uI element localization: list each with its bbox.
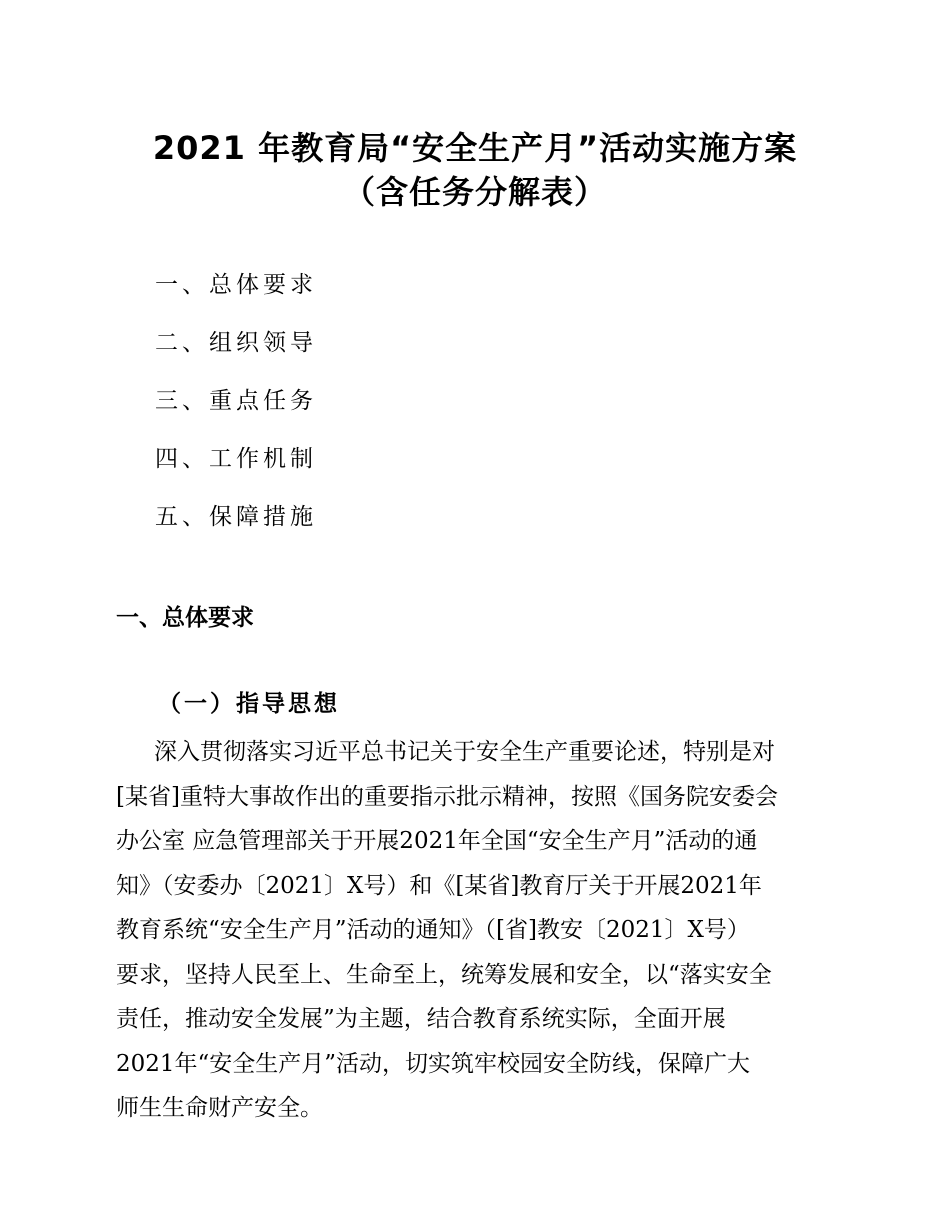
paragraph-line: 2021年“安全生产月”活动，切实筑牢校园安全防线，保障广大: [116, 1050, 751, 1077]
paragraph-line: 师生生命财产安全。: [116, 1095, 323, 1121]
paragraph-line: [某省]重特大事故作出的重要指示批示精神，按照《国务院安委会: [116, 783, 778, 810]
document-title: 2021 年教育局“安全生产月”活动实施方案: [152, 129, 798, 167]
paragraph-line: 深入贯彻落实习近平总书记关于安全生产重要论述，特别是对: [154, 739, 775, 765]
toc-item: 三、重点任务: [155, 388, 317, 414]
paragraph-line: 办公室 应急管理部关于开展2021年全国“安全生产月”活动的通: [116, 828, 758, 854]
document-subtitle: （含任务分解表）: [342, 173, 607, 211]
section-heading: 一、总体要求: [116, 605, 254, 631]
toc-item: 一、总体要求: [155, 272, 317, 298]
paragraph-line: 责任，推动安全发展”为主题，结合教育系统实际，全面开展: [116, 1006, 726, 1032]
paragraph-line: 知》（安委办〔2021〕X号）和《[某省]教育厅关于开展2021年: [116, 872, 762, 899]
table-of-contents: [155, 263, 317, 553]
paragraph-line: 要求，坚持人民至上、生命至上，统筹发展和安全，以“落实安全: [116, 961, 772, 988]
toc-item: 四、工作机制: [155, 446, 317, 472]
paragraph-line: 教育系统“安全生产月”活动的通知》（[省]教安〔2021〕X号）: [116, 917, 750, 943]
body-paragraph: [116, 730, 838, 1131]
toc-item: 五、保障措施: [155, 504, 317, 530]
toc-item: 二、组织领导: [155, 330, 317, 356]
subsection-heading: （一）指导思想: [158, 690, 340, 717]
